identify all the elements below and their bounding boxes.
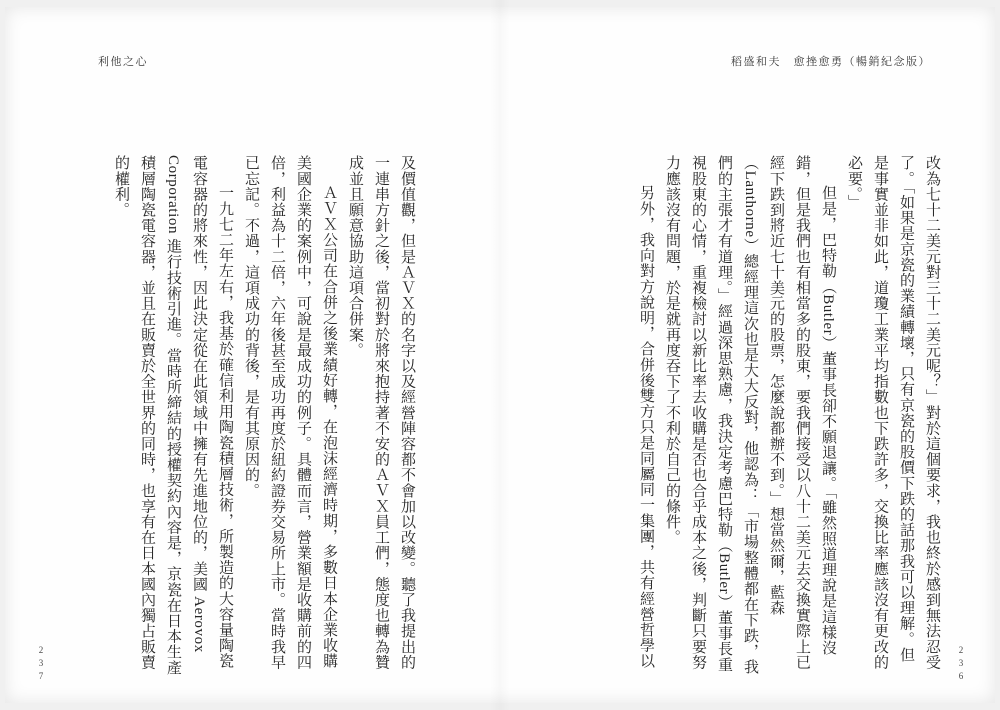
running-head-right: 稻盛和夫 愈挫愈勇（暢銷紀念版） [731,56,931,68]
book-spread [5,7,995,703]
paragraph: 改為七十二美元對三十二美元呢？」對於這個要求，我也終於感到無法忍受了。「如果是京瓷的業績轉壞，只有京瓷的股價下跌的話那我可以理解。但是事實並非如此，道瓊工業平均指數也下跌許多，交換比率應該沒有更改的必要。」 [846,155,940,670]
paragraph: 但是，巴特勒（Butler）董事長卻不願退讓。「雖然照道理說是這樣沒錯，但是我們也有相當多的股東，要我們接受以八十二美元去交換實際上已經下跌到將近七十美元的股票，怎麼說都辦不到。」想當然爾，藍森（Lanthorne）總經理這次也是大大反對，他認為：「市場整體都在下跌，我們的主張才有道理。」經過深思熟慮，我決定考慮巴特勒（Butler）董事長重視股東的心情，重複檢討以新比率去收購是否也合乎成本之後，判斷只要努力應該沒有問題，於是就再度吞下了不利於自己的條件。 [664,155,836,675]
right-page-text [615,155,945,677]
page-number-right: 236 [956,645,966,684]
left-page-text [90,155,420,677]
paragraph: 及價值觀，但是ＡＶＸ的名字以及經營陣容都不會加以改變。聽了我提出的一連串方針之後，當初對於將來抱持著不安的ＡＶＸ員工們，態度也轉為贊成並且願意協助這項合併案。 [347,155,415,670]
paragraph: 另外，我向對方說明，合併後雙方只是同屬同一集團，共有經營哲學以 [638,185,654,669]
running-head-left: 利他之心 [98,56,148,68]
paragraph: ＡＶＸ公司在合併之後業績好轉，在泡沫經濟時期，多數日本企業收購美國企業的案例中，可說是最成功的例子。具體而言，營業額是收購前的四倍，利益為十二倍，六年後甚至成功再度於紐約證券交易所上市。當時我早已忘記。不過，這項成功的背後，是有其原因的。 [243,155,337,670]
paragraph: 一九七二年左右，我基於確信利用陶瓷積層技術，所製造的大容量陶瓷電容器的將來性，因此決定從在此領域中擁有先進地位的，美國 Aerovox Corporation 進行技術引進。當時所締結的授權契約內容是，京瓷在日本生產積層陶瓷電容器，並且在販賣於全世界的同時，也享有在日本國內獨占販賣的權利。 [113,155,233,676]
page-number-left: 237 [36,645,46,684]
